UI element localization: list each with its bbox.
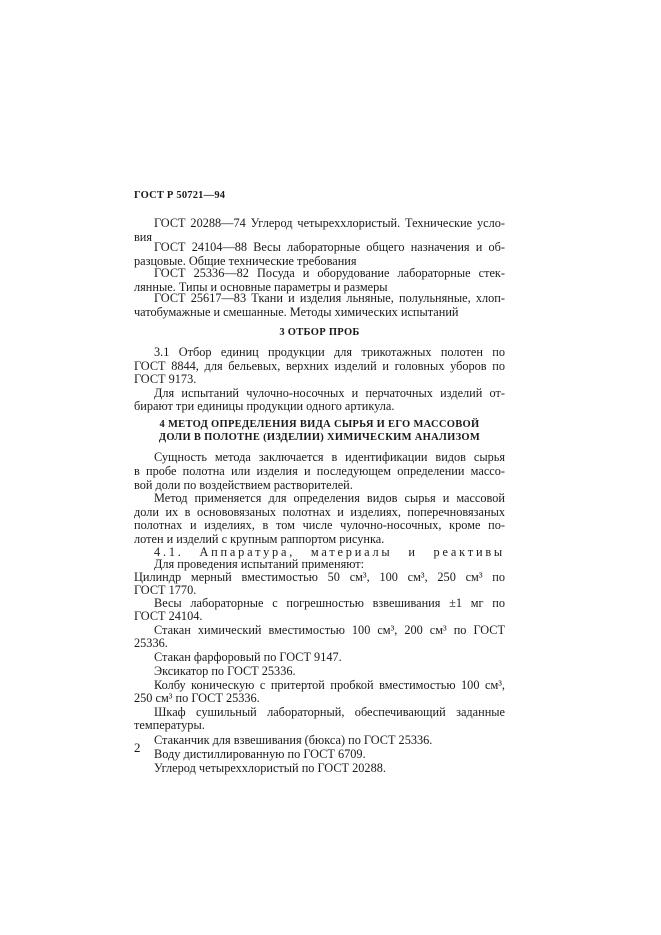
paragraph-line: ГОСТ 1770. [134,583,197,597]
page-number: 2 [134,740,141,755]
paragraph-line: бирают три единицы продукции одного артикула. [134,399,395,413]
reference-line: чатобумажные и смешанные. Методы химических испытаний [134,305,459,319]
paragraph-line: в пробе полотна или изделия и последующем определении массо- [134,464,505,478]
paragraph-line: Для проведения испытаний применяют: [154,557,365,571]
reference-line: ГОСТ 25617—83 Ткани и изделия льняные, полульняные, хлоп- [154,291,505,305]
paragraph-line: Сущность метода заключается в идентификации видов сырья [154,450,505,464]
paragraph-line: Углерод четыреххлористый по ГОСТ 20288. [154,761,386,775]
paragraph-line: Весы лабораторные с погрешностью взвешивания ±1 мг по [154,596,505,610]
paragraph-line: 250 см³ по ГОСТ 25336. [134,691,260,705]
paragraph-line: вой доли по воздействием растворителей. [134,478,353,492]
paragraph-line: 25336. [134,636,168,650]
paragraph-line: Для испытаний чулочно-носочных и перчаточных изделий от- [154,386,505,400]
paragraph-line: полотнах и изделиях, в том числе чулочно-носочных, кроме по- [134,518,505,532]
paragraph-line: Стаканчик для взвешивания (бюкса) по ГОСТ 25336. [154,733,433,747]
section-4-title-line-2: ДОЛИ В ПОЛОТНЕ (ИЗДЕЛИИ) ХИМИЧЕСКИМ АНАЛИЗОМ [158,432,481,443]
section-3-title: 3 ОТБОР ПРОБ [279,327,360,338]
reference-line: разцовые. Общие технические требования [134,254,357,268]
paragraph-line: Воду дистиллированную по ГОСТ 6709. [154,747,366,761]
paragraph-line: Шкаф сушильный лабораторный, обеспечивающий заданные [154,705,505,719]
reference-line: лянные. Типы и основные параметры и размеры [134,280,388,294]
section-4-title-line-1: 4 МЕТОД ОПРЕДЕЛЕНИЯ ВИДА СЫРЬЯ И ЕГО МАССОВОЙ [159,419,480,430]
paragraph-line: ГОСТ 24104. [134,609,203,623]
reference-line: ГОСТ 20288—74 Углерод четыреххлористый. Технические усло- [154,216,505,230]
paragraph-line: Стакан химический вместимостью 100 см³, 200 см³ по ГОСТ [154,623,505,637]
paragraph-line: Стакан фарфоровый по ГОСТ 9147. [154,650,342,664]
paragraph-line: лотен и изделий с крупным раппортом рисунка. [134,532,385,546]
paragraph-line: температуры. [134,718,205,732]
paragraph-line: Цилиндр мерный вместимостью 50 см³, 100 см³, 250 см³ по [134,570,505,584]
document-header: ГОСТ Р 50721—94 [134,190,226,201]
paragraph-line: 3.1 Отбор единиц продукции для трикотажных полотен по [154,345,505,359]
paragraph-line: доли их в основовязаных полотнах и изделиях, поперечновязаных [134,505,505,519]
reference-line: ГОСТ 24104—88 Весы лабораторные общего назначения и об- [154,240,505,254]
reference-line: вия [134,230,153,244]
reference-line: ГОСТ 25336—82 Посуда и оборудование лабораторные стек- [154,266,505,280]
paragraph-line: ГОСТ 8844, для бельевых, верхних изделий и головных уборов по [134,359,505,373]
paragraph-line: ГОСТ 9173. [134,372,197,386]
paragraph-line: Колбу коническую с притертой пробкой вместимостью 100 см³, [154,678,505,692]
paragraph-line: Метод применяется для определения видов сырья и массовой [154,491,505,505]
subsection-heading: 4.1. Аппаратура, материалы и реактивы [154,545,505,559]
paragraph-line: Эксикатор по ГОСТ 25336. [154,664,296,678]
